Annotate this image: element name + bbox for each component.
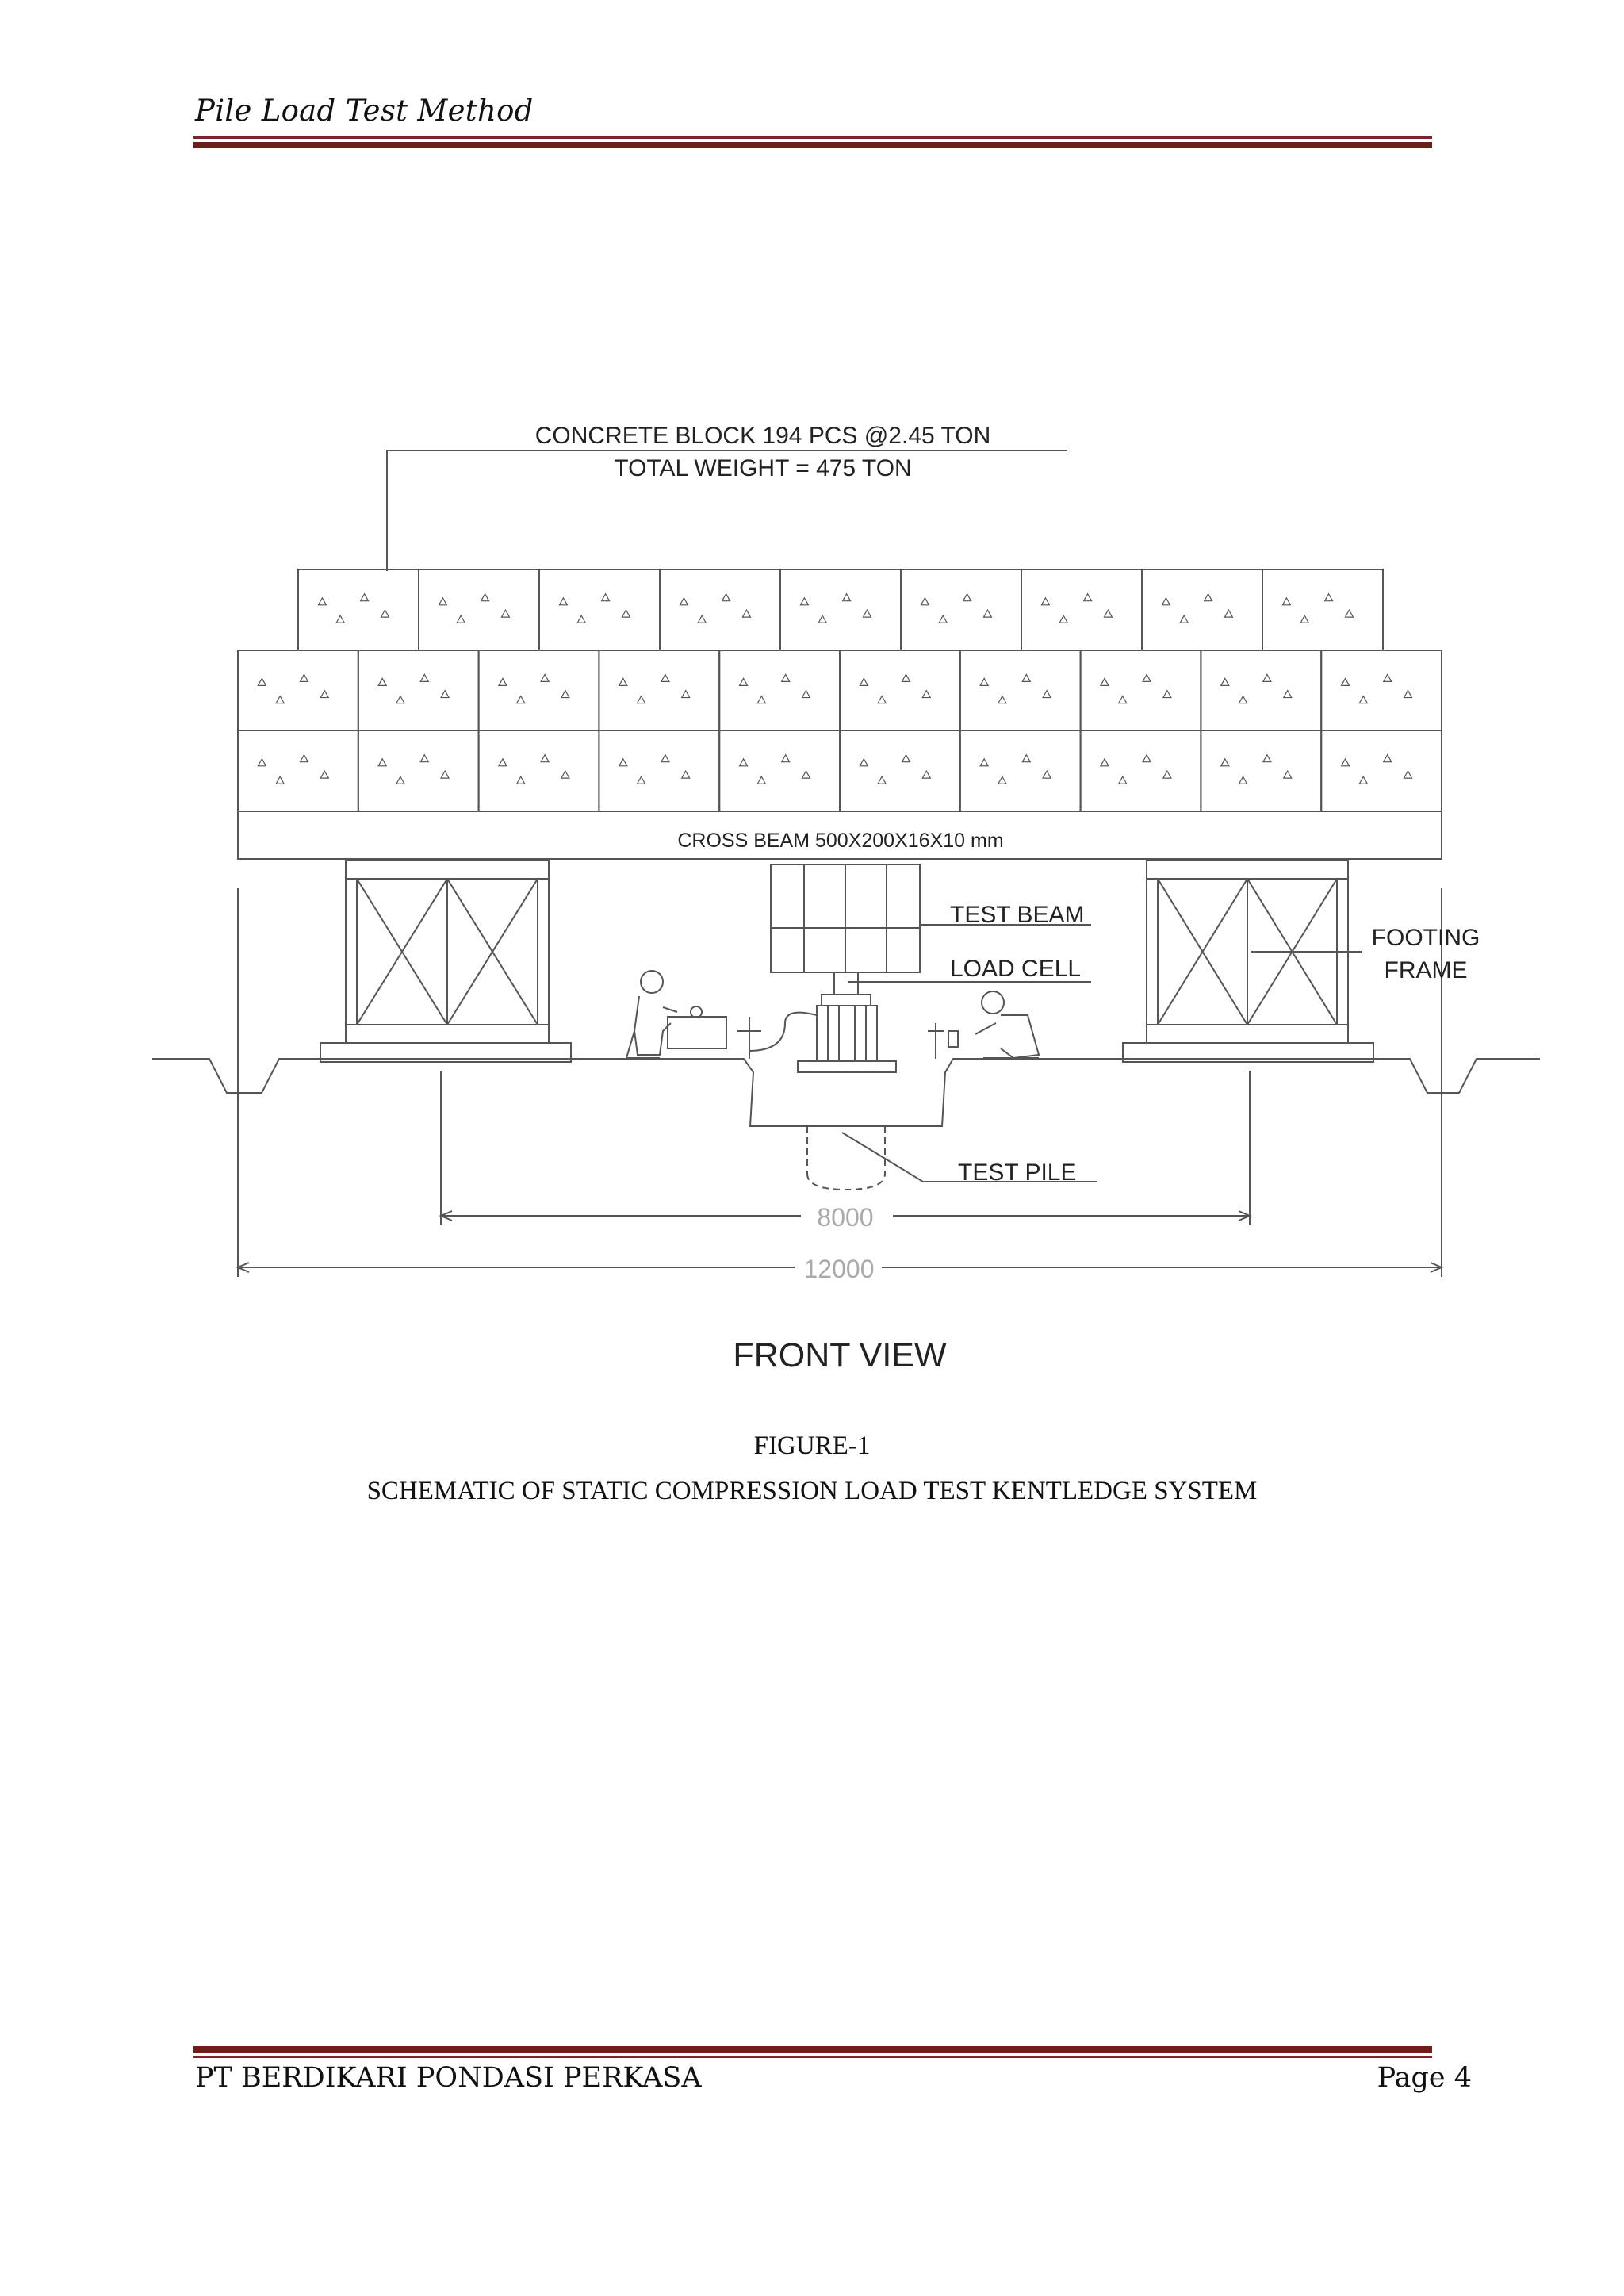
- aggregate-mark: [742, 610, 750, 617]
- concrete-block: [1321, 650, 1442, 730]
- aggregate-mark: [1163, 771, 1171, 778]
- aggregate-mark: [757, 776, 765, 784]
- concrete-block: [479, 730, 599, 811]
- aggregate-mark: [559, 598, 567, 605]
- aggregate-mark: [1162, 598, 1170, 605]
- aggregate-mark: [499, 678, 507, 685]
- aggregate-mark: [638, 696, 645, 703]
- test-beam: [771, 864, 920, 972]
- aggregate-mark: [517, 696, 525, 703]
- aggregate-mark: [740, 759, 748, 766]
- aggregate-mark: [619, 678, 627, 685]
- aggregate-mark: [258, 759, 266, 766]
- aggregate-mark: [602, 594, 610, 601]
- aggregate-mark: [1043, 771, 1051, 778]
- aggregate-mark: [1221, 678, 1229, 685]
- load-cell-label: LOAD CELL: [950, 956, 1082, 982]
- aggregate-mark: [1059, 615, 1067, 623]
- aggregate-mark: [1101, 759, 1109, 766]
- aggregate-mark: [860, 759, 868, 766]
- concrete-block: [599, 650, 719, 730]
- concrete-block: [840, 730, 960, 811]
- aggregate-mark: [1101, 678, 1109, 685]
- aggregate-mark: [619, 759, 627, 766]
- aggregate-mark: [300, 755, 308, 762]
- aggregate-mark: [1221, 759, 1229, 766]
- aggregate-mark: [980, 678, 988, 685]
- aggregate-mark: [1404, 771, 1411, 778]
- aggregate-mark: [980, 759, 988, 766]
- concrete-block: [1262, 569, 1383, 650]
- aggregate-mark: [1384, 755, 1392, 762]
- aggregate-mark: [983, 610, 991, 617]
- aggregate-mark: [1119, 696, 1127, 703]
- aggregate-mark: [1119, 776, 1127, 784]
- aggregate-mark: [1263, 674, 1271, 681]
- aggregate-mark: [577, 615, 585, 623]
- concrete-block-label: CONCRETE BLOCK 194 PCS @2.45 TON: [534, 423, 991, 449]
- aggregate-mark: [517, 776, 525, 784]
- aggregate-mark: [561, 691, 569, 698]
- concrete-block: [1142, 569, 1262, 650]
- aggregate-mark: [457, 615, 465, 623]
- aggregate-mark: [1143, 674, 1151, 681]
- concrete-block: [840, 650, 960, 730]
- aggregate-mark: [757, 696, 765, 703]
- dial-gauge: [928, 1023, 958, 1059]
- aggregate-mark: [878, 776, 886, 784]
- aggregate-mark: [541, 674, 549, 681]
- aggregate-mark: [396, 696, 404, 703]
- aggregate-mark: [622, 610, 630, 617]
- aggregate-mark: [1282, 598, 1290, 605]
- aggregate-mark: [441, 771, 449, 778]
- aggregate-mark: [320, 771, 328, 778]
- aggregate-mark: [1404, 691, 1411, 698]
- technician-left-icon: [626, 971, 677, 1058]
- aggregate-mark: [1104, 610, 1112, 617]
- technician-right-icon: [975, 991, 1039, 1058]
- aggregate-mark: [561, 771, 569, 778]
- aggregate-mark: [441, 691, 449, 698]
- aggregate-mark: [860, 678, 868, 685]
- concrete-block: [780, 569, 901, 650]
- aggregate-mark: [481, 594, 489, 601]
- aggregate-mark: [276, 776, 284, 784]
- ground-line: [152, 1059, 1540, 1126]
- aggregate-mark: [276, 696, 284, 703]
- load-cell: [798, 972, 896, 1072]
- aggregate-mark: [802, 771, 810, 778]
- aggregate-mark: [863, 610, 871, 617]
- aggregate-mark: [1022, 755, 1030, 762]
- aggregate-mark: [1300, 615, 1308, 623]
- footer-rule: [193, 2046, 1432, 2058]
- aggregate-mark: [396, 776, 404, 784]
- aggregate-mark: [800, 598, 808, 605]
- aggregate-mark: [638, 776, 645, 784]
- aggregate-mark: [740, 678, 748, 685]
- aggregate-mark: [378, 759, 386, 766]
- aggregate-mark: [661, 674, 669, 681]
- aggregate-mark: [922, 691, 930, 698]
- concrete-block-bottom-row: [238, 730, 1442, 811]
- concrete-block: [238, 730, 358, 811]
- aggregate-mark: [1163, 691, 1171, 698]
- aggregate-mark: [1342, 678, 1350, 685]
- concrete-block: [719, 730, 840, 811]
- aggregate-mark: [1284, 691, 1292, 698]
- aggregate-mark: [501, 610, 509, 617]
- aggregate-mark: [499, 759, 507, 766]
- aggregate-mark: [680, 598, 688, 605]
- footing-frame-left: [320, 861, 571, 1062]
- concrete-block: [1081, 730, 1201, 811]
- aggregate-mark: [300, 674, 308, 681]
- aggregate-mark: [998, 776, 1006, 784]
- concrete-block-top-row: [298, 569, 1383, 650]
- concrete-block: [358, 650, 479, 730]
- footing-frame-label-line1: FOOTING: [1371, 925, 1480, 951]
- aggregate-mark: [1022, 674, 1030, 681]
- aggregate-mark: [1239, 776, 1247, 784]
- aggregate-mark: [1342, 759, 1350, 766]
- aggregate-mark: [902, 674, 910, 681]
- aggregate-mark: [258, 678, 266, 685]
- aggregate-mark: [1041, 598, 1049, 605]
- aggregate-mark: [1384, 674, 1392, 681]
- footer-page-number: Page 4: [1377, 2062, 1472, 2094]
- aggregate-mark: [1205, 594, 1212, 601]
- aggregate-mark: [381, 610, 389, 617]
- aggregate-mark: [1224, 610, 1232, 617]
- figure-caption: SCHEMATIC OF STATIC COMPRESSION LOAD TEST KENTLEDGE SYSTEM: [366, 1477, 1258, 1505]
- figure-number: FIGURE-1: [753, 1432, 871, 1460]
- footer-company: PT BERDIKARI PONDASI PERKASA: [195, 2062, 702, 2094]
- aggregate-mark: [902, 755, 910, 762]
- concrete-block: [1201, 730, 1321, 811]
- aggregate-mark: [818, 615, 826, 623]
- aggregate-mark: [336, 615, 344, 623]
- aggregate-mark: [420, 755, 428, 762]
- aggregate-mark: [963, 594, 971, 601]
- aggregate-mark: [420, 674, 428, 681]
- aggregate-mark: [722, 594, 730, 601]
- aggregate-mark: [1043, 691, 1051, 698]
- aggregate-mark: [1143, 755, 1151, 762]
- header-title: Pile Load Test Method: [195, 94, 534, 128]
- concrete-block: [1321, 730, 1442, 811]
- concrete-block: [539, 569, 660, 650]
- concrete-block: [419, 569, 539, 650]
- footing-frame-right: [1123, 861, 1373, 1062]
- total-weight-label: TOTAL WEIGHT = 475 TON: [614, 455, 912, 481]
- aggregate-mark: [661, 755, 669, 762]
- front-view-title: FRONT VIEW: [733, 1336, 947, 1374]
- concrete-block: [1021, 569, 1142, 650]
- concrete-block: [660, 569, 780, 650]
- aggregate-mark: [1084, 594, 1092, 601]
- aggregate-mark: [782, 674, 790, 681]
- aggregate-mark: [782, 755, 790, 762]
- concrete-block: [1201, 650, 1321, 730]
- concrete-block: [960, 730, 1081, 811]
- aggregate-mark: [698, 615, 706, 623]
- concrete-block: [298, 569, 419, 650]
- aggregate-mark: [1359, 776, 1367, 784]
- hydraulic-pump: [668, 1006, 761, 1059]
- aggregate-mark: [378, 678, 386, 685]
- concrete-block: [479, 650, 599, 730]
- concrete-block: [1081, 650, 1201, 730]
- aggregate-mark: [878, 696, 886, 703]
- test-beam-label: TEST BEAM: [950, 902, 1085, 928]
- aggregate-mark: [843, 594, 851, 601]
- aggregate-mark: [541, 755, 549, 762]
- concrete-block: [238, 650, 358, 730]
- concrete-block-middle-row: [238, 650, 1442, 730]
- aggregate-mark: [361, 594, 369, 601]
- aggregate-mark: [939, 615, 947, 623]
- aggregate-mark: [922, 771, 930, 778]
- footing-frame-label-line2: FRAME: [1384, 957, 1468, 983]
- aggregate-mark: [1239, 696, 1247, 703]
- aggregate-mark: [318, 598, 326, 605]
- aggregate-mark: [439, 598, 446, 605]
- aggregate-mark: [1263, 755, 1271, 762]
- aggregate-mark: [1359, 696, 1367, 703]
- aggregate-mark: [1284, 771, 1292, 778]
- aggregate-mark: [682, 691, 690, 698]
- aggregate-mark: [998, 696, 1006, 703]
- aggregate-mark: [682, 771, 690, 778]
- aggregate-mark: [1325, 594, 1333, 601]
- concrete-block: [599, 730, 719, 811]
- cross-beam-label: CROSS BEAM 500X200X16X10 mm: [677, 830, 1004, 852]
- aggregate-mark: [921, 598, 929, 605]
- concrete-block: [719, 650, 840, 730]
- aggregate-mark: [1180, 615, 1188, 623]
- aggregate-mark: [802, 691, 810, 698]
- dimension-12000-label: 12000: [803, 1255, 875, 1283]
- test-pile-label: TEST PILE: [958, 1159, 1077, 1186]
- concrete-block: [960, 650, 1081, 730]
- aggregate-mark: [320, 691, 328, 698]
- dimension-8000-label: 8000: [817, 1203, 874, 1232]
- concrete-block: [358, 730, 479, 811]
- aggregate-mark: [1345, 610, 1353, 617]
- concrete-block: [901, 569, 1021, 650]
